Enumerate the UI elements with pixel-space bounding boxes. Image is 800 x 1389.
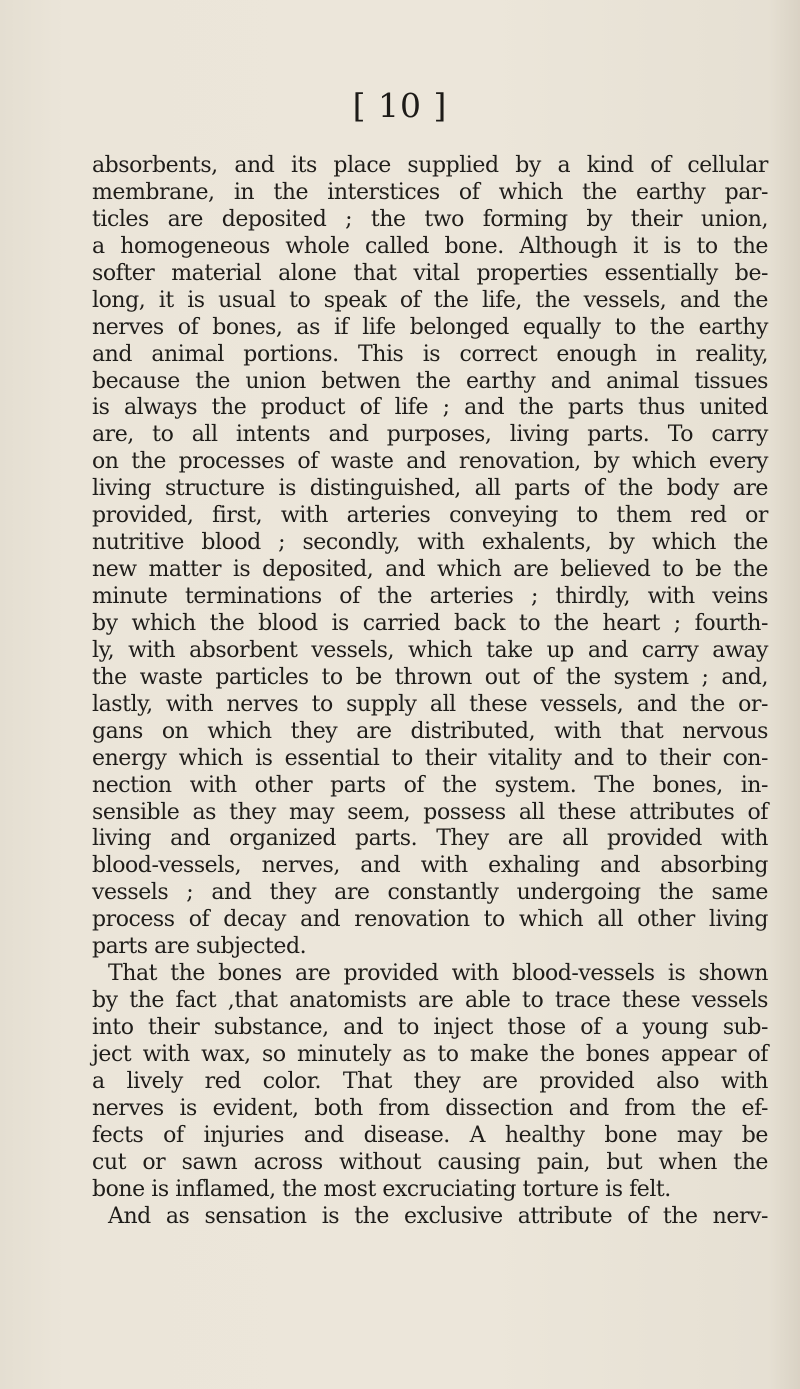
text-line: parts are subjected. [92, 934, 307, 960]
text-line: vessels ; and they are constantly undergoing the same [92, 880, 768, 906]
text-line: nerves of bones, as if life belonged equally to the earthy [92, 314, 768, 340]
text-line: ject with wax, so minutely as to make the bones appear of [92, 1041, 768, 1067]
text-line: nutritive blood ; secondly, with exhalents, by which the [92, 530, 768, 556]
body-text [92, 153, 768, 1231]
text-line: cut or sawn across without causing pain, but when the [92, 1149, 768, 1175]
page-number: [ 10 ] [352, 86, 448, 125]
text-line: ly, with absorbent vessels, which take up and carry away [92, 637, 768, 663]
text-line: by which the blood is carried back to the heart ; fourth- [92, 610, 768, 636]
text-line: a homogeneous whole called bone. Although it is to the [92, 233, 768, 259]
text-line: living structure is distinguished, all parts of the body are [92, 476, 768, 502]
text-line: the waste particles to be thrown out of the system ; and, [92, 664, 768, 690]
text-line: nection with other parts of the system. The bones, in- [92, 772, 768, 798]
text-line: is always the product of life ; and the parts thus united [92, 395, 768, 421]
text-line: on the processes of waste and renovation, by which every [92, 449, 768, 475]
text-line: membrane, in the interstices of which the earthy par- [92, 179, 768, 205]
text-line: sensible as they may seem, possess all these attributes of [92, 799, 768, 825]
text-line: And as sensation is the exclusive attribute of the nerv- [108, 1203, 768, 1229]
text-line: living and organized parts. They are all provided with [92, 826, 768, 852]
text-line: are, to all intents and purposes, living parts. To carry [92, 422, 768, 448]
text-line: into their substance, and to inject those of a young sub- [92, 1015, 768, 1040]
text-line: minute terminations of the arteries ; thirdly, with veins [92, 584, 768, 609]
text-line: bone is inflamed, the most excruciating torture is felt. [92, 1176, 671, 1202]
text-line: new matter is deposited, and which are believed to be the [92, 557, 768, 583]
text-line: a lively red color. That they are provided also with [92, 1068, 768, 1094]
text-line: because the union betwen the earthy and animal tissues [92, 368, 768, 394]
text-line: nerves is evident, both from dissection and from the ef- [92, 1095, 768, 1121]
text-line: energy which is essential to their vitality and to their con- [92, 745, 768, 771]
text-line: and animal portions. This is correct enough in reality, [92, 341, 768, 367]
text-line: absorbents, and its place supplied by a kind of cellular [92, 153, 768, 178]
text-line: ticles are deposited ; the two forming by their union, [92, 206, 768, 232]
text-line: fects of injuries and disease. A healthy bone may be [92, 1122, 768, 1148]
text-line: long, it is usual to speak of the life, the vessels, and the [92, 287, 768, 313]
text-line: process of decay and renovation to which all other living [92, 907, 768, 933]
text-line: softer material alone that vital properties essentially be- [92, 260, 768, 286]
text-line: lastly, with nerves to supply all these vessels, and the or- [92, 691, 768, 717]
text-line: That the bones are provided with blood-vessels is shown [108, 961, 768, 987]
text-line: blood-vessels, nerves, and with exhaling and absorbing [92, 853, 768, 879]
text-line: by the fact ,that anatomists are able to trace these vessels [92, 988, 768, 1014]
text-line: gans on which they are distributed, with that nervous [92, 718, 768, 744]
text-line: provided, first, with arteries conveying to them red or [92, 503, 768, 529]
